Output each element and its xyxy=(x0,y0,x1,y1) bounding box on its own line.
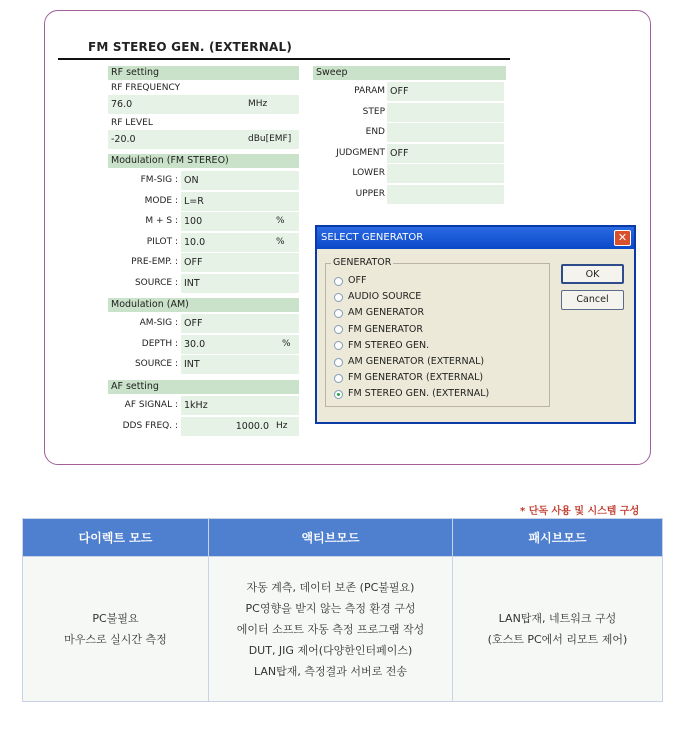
am-param-label: SOURCE : xyxy=(134,359,178,369)
sweep-param-label: UPPER xyxy=(355,188,385,199)
rf-level-field[interactable]: -20.0 xyxy=(108,130,245,149)
fm-param-field[interactable]: INT xyxy=(181,274,273,293)
sweep-param-field[interactable] xyxy=(387,103,504,122)
header-direct-mode: 다이렉트 모드 xyxy=(23,519,209,557)
dds-freq-field[interactable]: 1000.0 xyxy=(181,417,273,436)
am-param-unit xyxy=(279,314,299,333)
sweep-param-field[interactable] xyxy=(387,164,504,183)
fm-param-field[interactable]: 10.0 xyxy=(181,233,273,252)
modulation-am-header: Modulation (AM) xyxy=(108,298,299,312)
usage-note: * 단독 사용 및 시스템 구성 xyxy=(520,506,640,517)
mode-table xyxy=(22,518,663,702)
title-divider xyxy=(58,58,510,60)
am-param-label: DEPTH : xyxy=(141,338,178,349)
am-param-unit xyxy=(279,355,299,374)
radio-button-icon[interactable] xyxy=(334,374,343,383)
active-line: DUT, JIG 제어(다양한인터페이스) xyxy=(248,643,413,657)
generator-radio-option[interactable] xyxy=(334,322,423,338)
rf-frequency-label: RF FREQUENCY xyxy=(111,83,181,93)
am-param-unit: % xyxy=(279,335,299,354)
sweep-param-field[interactable]: OFF xyxy=(387,82,504,101)
fm-param-field[interactable]: L=R xyxy=(181,192,273,211)
dds-freq-unit: Hz xyxy=(273,417,299,436)
active-line: PC영향을 받지 않는 측정 환경 구성 xyxy=(245,601,416,615)
af-signal-field[interactable]: 1kHz xyxy=(181,396,299,415)
ok-button[interactable]: OK xyxy=(561,264,624,284)
fm-param-field[interactable]: ON xyxy=(181,171,273,190)
am-param-field[interactable]: OFF xyxy=(181,314,279,333)
radio-option-label: OFF xyxy=(348,275,367,286)
radio-option-label: AM GENERATOR (EXTERNAL) xyxy=(348,356,485,367)
radio-button-icon[interactable] xyxy=(334,277,343,286)
sweep-header: Sweep xyxy=(313,66,506,80)
radio-option-label: AUDIO SOURCE xyxy=(348,291,422,303)
radio-option-label: FM STEREO GEN. (EXTERNAL) xyxy=(348,388,490,400)
sweep-param-field[interactable] xyxy=(387,123,504,142)
passive-line: LAN탑재, 네트워크 구성 xyxy=(498,612,617,625)
active-line: 자동 계측, 데이터 보존 (PC불필요) xyxy=(246,580,415,594)
fm-param-label: PILOT : xyxy=(146,236,178,247)
radio-button-icon[interactable] xyxy=(334,341,343,350)
fm-param-unit: % xyxy=(273,212,299,231)
am-param-field[interactable]: 30.0 xyxy=(181,335,279,354)
radio-button-icon[interactable] xyxy=(334,390,343,399)
radio-button-icon[interactable] xyxy=(334,293,343,302)
radio-option-label: FM STEREO GEN. xyxy=(348,339,430,351)
rf-frequency-unit: MHz xyxy=(245,95,299,114)
generator-radio-option[interactable] xyxy=(334,370,483,386)
panel-title: FM STEREO GEN. (EXTERNAL) xyxy=(88,40,293,54)
header-active-mode: 액티브모드 xyxy=(209,519,453,557)
passive-line: (호스트 PC에서 리모트 제어) xyxy=(487,633,628,646)
generator-radio-option[interactable] xyxy=(334,273,366,289)
radio-button-icon[interactable] xyxy=(334,309,343,318)
radio-option-label: AM GENERATOR xyxy=(348,307,425,319)
close-icon[interactable]: ✕ xyxy=(614,230,631,246)
cancel-button[interactable]: Cancel xyxy=(561,290,624,310)
am-param-label: AM-SIG : xyxy=(139,318,178,328)
am-param-field[interactable]: INT xyxy=(181,355,279,374)
fm-param-unit xyxy=(273,253,299,272)
direct-line: 마우스로 실시간 측정 xyxy=(64,633,167,646)
fm-param-label: SOURCE : xyxy=(134,277,178,288)
fm-param-label: M + S : xyxy=(145,216,178,226)
rf-level-unit: dBu[EMF] xyxy=(245,130,299,149)
active-mode-cell xyxy=(209,557,453,702)
generator-radio-option[interactable] xyxy=(334,289,421,305)
generator-radio-option[interactable] xyxy=(334,386,489,402)
radio-button-icon[interactable] xyxy=(334,325,343,334)
fm-param-label: FM-SIG : xyxy=(140,175,178,185)
rf-setting-header: RF setting xyxy=(108,66,299,80)
fm-param-label: PRE-EMP. : xyxy=(131,257,178,267)
rf-frequency-field[interactable]: 76.0 xyxy=(108,95,245,114)
sweep-param-label: PARAM xyxy=(354,86,385,96)
fm-param-unit: % xyxy=(273,233,299,252)
dds-freq-label: DDS FREQ. : xyxy=(122,421,178,431)
af-signal-label: AF SIGNAL : xyxy=(124,400,178,410)
generator-radio-option[interactable] xyxy=(334,354,484,370)
direct-line: PC불필요 xyxy=(92,612,139,625)
generator-radio-option[interactable] xyxy=(334,338,429,354)
sweep-param-field[interactable]: OFF xyxy=(387,144,504,163)
sweep-param-label: END xyxy=(365,127,385,137)
modulation-fm-header: Modulation (FM STEREO) xyxy=(108,154,299,168)
fm-param-unit xyxy=(273,274,299,293)
radio-option-label: FM GENERATOR (EXTERNAL) xyxy=(348,372,484,384)
fm-param-unit xyxy=(273,171,299,190)
sweep-param-label: STEP xyxy=(362,106,385,117)
direct-mode-cell xyxy=(23,557,209,702)
fm-param-field[interactable]: OFF xyxy=(181,253,273,272)
radio-button-icon[interactable] xyxy=(334,358,343,367)
passive-mode-cell xyxy=(453,557,663,702)
sweep-param-label: LOWER xyxy=(352,168,385,178)
fm-param-unit xyxy=(273,192,299,211)
radio-option-label: FM GENERATOR xyxy=(348,323,424,335)
generator-group-label: GENERATOR xyxy=(333,257,392,268)
rf-level-label: RF LEVEL xyxy=(111,118,153,128)
generator-radio-option[interactable] xyxy=(334,305,424,321)
select-generator-dialog xyxy=(315,225,636,424)
active-line: LAN탑재, 측정결과 서버로 전송 xyxy=(253,664,407,678)
sweep-param-field[interactable] xyxy=(387,185,504,204)
active-line: 에이터 소프트 자동 측정 프로그램 작성 xyxy=(236,622,425,636)
header-passive-mode: 패시브모드 xyxy=(453,519,663,557)
fm-param-label: MODE : xyxy=(144,195,178,206)
dialog-title: SELECT GENERATOR xyxy=(317,227,634,249)
af-setting-header: AF setting xyxy=(108,380,299,394)
fm-param-field[interactable]: 100 xyxy=(181,212,273,231)
sweep-param-label: JUDGMENT xyxy=(336,147,385,158)
